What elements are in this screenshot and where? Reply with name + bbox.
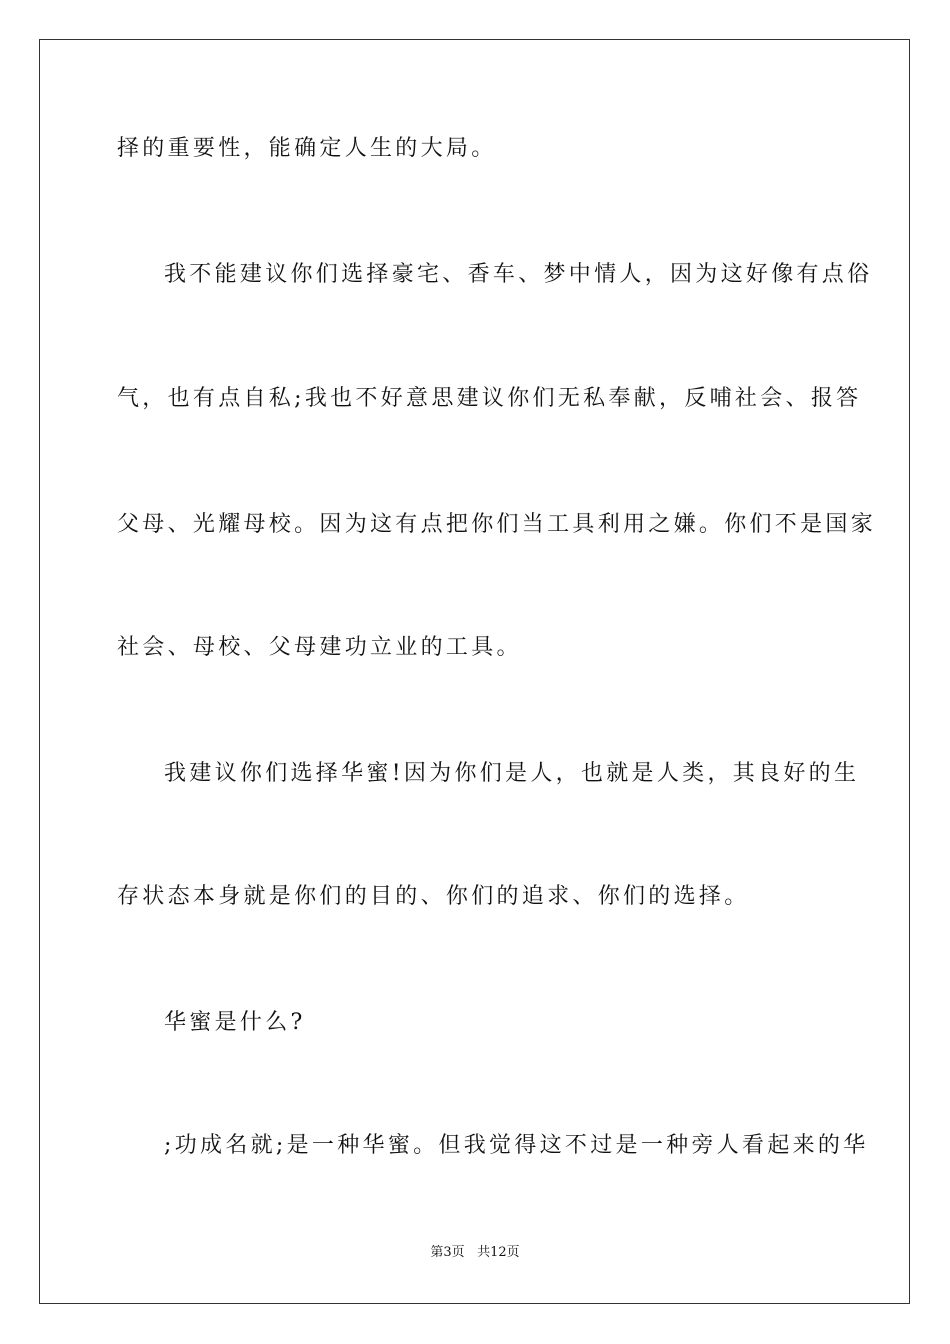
text-line: 择的重要性，能确定人生的大局。: [117, 136, 497, 161]
paragraph-line: 我建议你们选择华蜜!因为你们是人，也就是人类，其良好的生: [164, 761, 860, 786]
paragraph-line: 华蜜是什么?: [164, 1010, 306, 1035]
page-footer: [0, 1243, 950, 1263]
paragraph-line: ;功成名就;是一种华蜜。但我觉得这不过是一种旁人看起来的华: [164, 1133, 869, 1158]
page-number: 第3页: [430, 1245, 465, 1260]
text-line: 父母、光耀母校。因为这有点把你们当工具利用之嫌。你们不是国家: [117, 512, 877, 537]
text-line: 存状态本身就是你们的目的、你们的追求、你们的选择。: [117, 884, 750, 909]
page-border: [39, 39, 910, 1304]
paragraph-line: 我不能建议你们选择豪宅、香车、梦中情人，因为这好像有点俗: [164, 262, 873, 287]
total-pages: 共12页: [477, 1245, 520, 1260]
text-line: 社会、母校、父母建功立业的工具。: [117, 635, 522, 660]
text-line: 气，也有点自私;我也不好意思建议你们无私奉献，反哺社会、报答: [117, 386, 862, 411]
